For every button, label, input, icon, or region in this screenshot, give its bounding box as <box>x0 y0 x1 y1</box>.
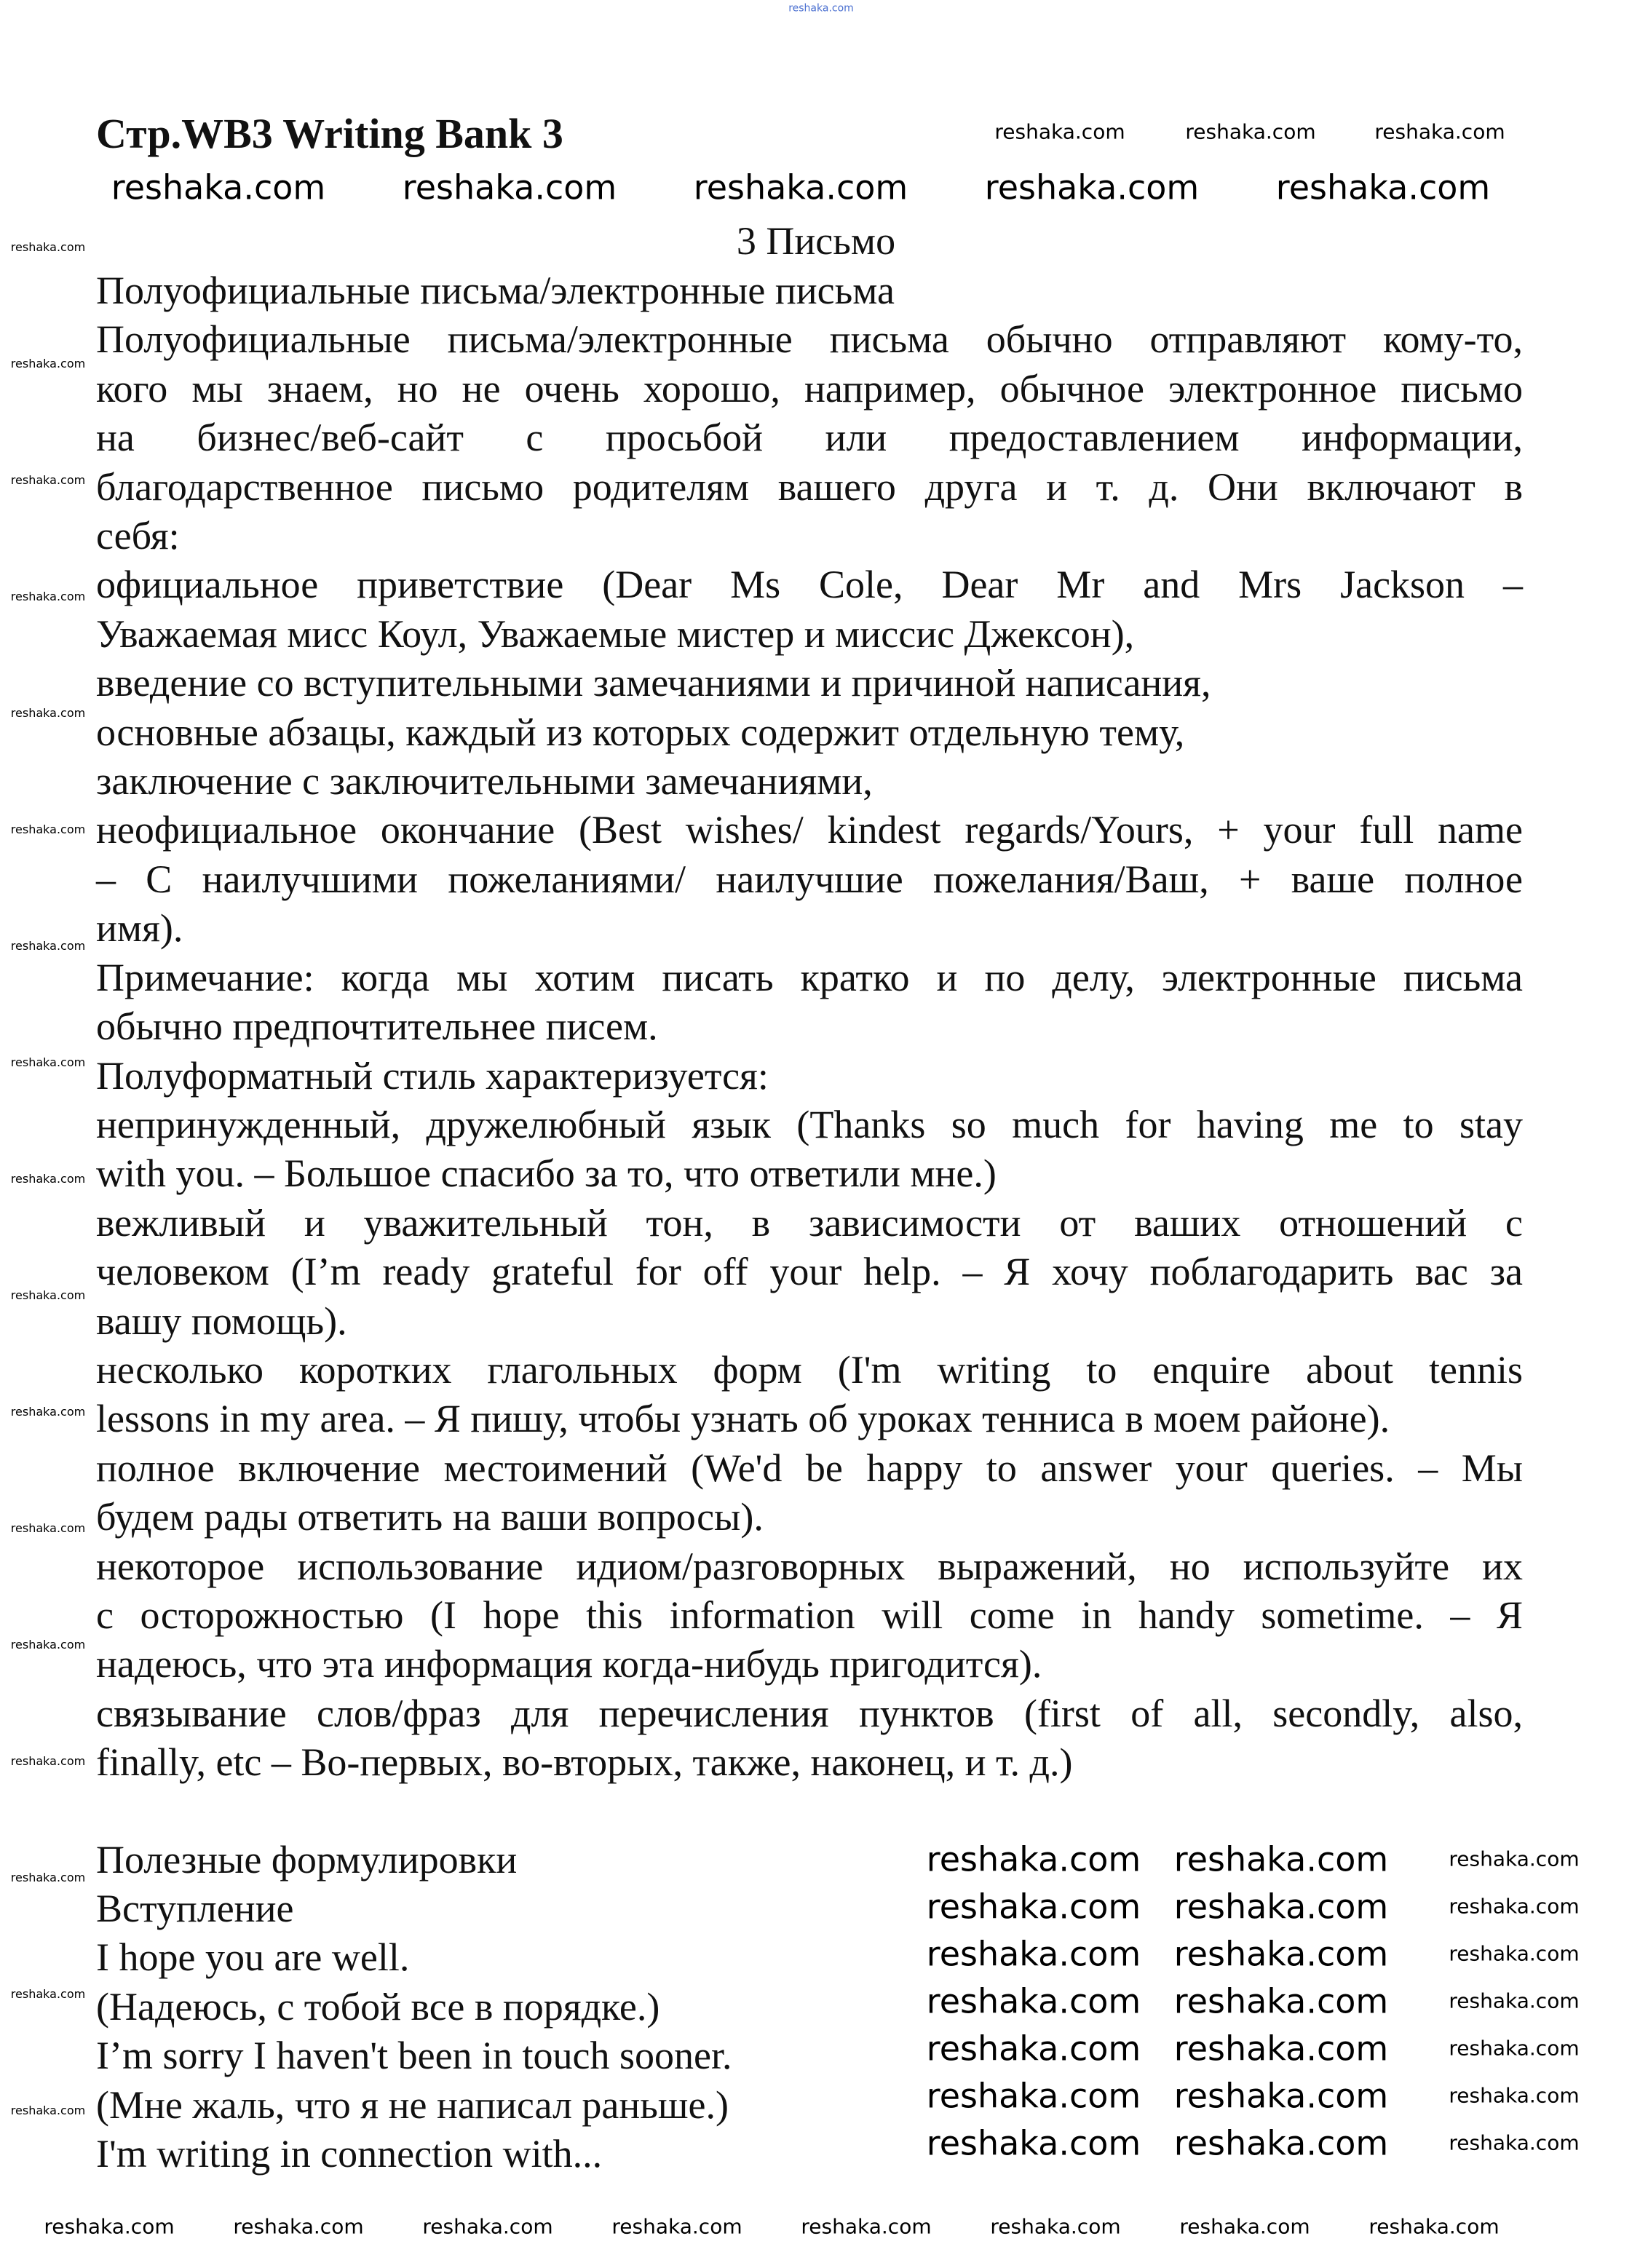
watermark-text: reshaka.com <box>1449 1989 1580 2013</box>
watermark-text: reshaka.com <box>1275 167 1491 207</box>
text-line: связывание слов/фраз для перечисления пунктов (first of all, secondly, also, <box>96 1691 1523 1735</box>
text-line: себя: <box>96 514 180 558</box>
paragraph <box>96 1101 1523 1199</box>
text-line: непринужденный, дружелюбный язык (Thanks so much for having me to stay <box>96 1102 1523 1146</box>
watermark-text: reshaka.com <box>611 2214 742 2239</box>
section-heading: 3 Письмо <box>736 219 896 263</box>
text-line: with you. – Большое спасибо за то, что ответили мне.) <box>96 1151 997 1196</box>
text-line: Примечание: когда мы хотим писать кратко и по делу, электронные письма <box>96 955 1523 999</box>
paragraph <box>96 266 1523 315</box>
text-line: вежливый и уважительный тон, в зависимости от ваших отношений с <box>96 1200 1523 1245</box>
watermark-text: reshaka.com <box>10 240 86 255</box>
watermark-text: reshaka.com <box>788 2 854 15</box>
paragraph <box>96 1689 1523 1788</box>
text-line: несколько коротких глагольных форм (I'm writing to enquire about tennis <box>96 1347 1523 1392</box>
watermark-text: reshaka.com <box>1173 1934 1389 1974</box>
paragraph <box>96 757 1523 806</box>
text-line: Полуофициальные письма/электронные письма <box>96 269 895 312</box>
watermark-text: reshaka.com <box>926 1839 1141 1879</box>
watermark-text: reshaka.com <box>1449 2083 1580 2108</box>
watermark-text: reshaka.com <box>926 1934 1141 1974</box>
watermark-text: reshaka.com <box>10 1754 86 1769</box>
watermark-text: reshaka.com <box>693 167 908 207</box>
watermark-text: reshaka.com <box>1449 2130 1580 2155</box>
watermark-text: reshaka.com <box>1449 1894 1580 1919</box>
watermark-text: reshaka.com <box>10 590 86 604</box>
watermark-text: reshaka.com <box>1185 119 1316 144</box>
watermark-text: reshaka.com <box>10 1987 86 2002</box>
text-line: Полуофициальные письма/электронные письма обычно отправляют кому-то, <box>96 317 1523 362</box>
watermark-text: reshaka.com <box>1374 119 1505 144</box>
phrase-line: I hope you are well. <box>96 1935 410 1980</box>
text-line: finally, etc – Во-первых, во-вторых, также, наконец, и т. д.) <box>96 1740 1073 1785</box>
text-line: lessons in my area. – Я пишу, чтобы узнать об уроках тенниса в моем районе). <box>96 1397 1390 1441</box>
text-line: надеюсь, что эта информация когда-нибудь пригодится). <box>96 1642 1042 1686</box>
watermark-text: reshaka.com <box>10 1288 86 1303</box>
watermark-text: reshaka.com <box>926 1981 1141 2021</box>
watermark-text: reshaka.com <box>10 1871 86 1885</box>
text-line: – С наилучшими пожеланиями/ наилучшие пожелания/Ваш, + ваше полное <box>96 857 1523 901</box>
watermark-text: reshaka.com <box>926 2029 1141 2069</box>
watermark-text: reshaka.com <box>44 2214 175 2239</box>
text-line: введение со вступительными замечаниями и причиной написания, <box>96 661 1211 705</box>
watermark-text: reshaka.com <box>10 1521 86 1536</box>
text-line: будем рады ответить на ваши вопросы). <box>96 1495 764 1539</box>
text-line: полное включение местоимений (We'd be happy to answer your queries. – Мы <box>96 1446 1523 1490</box>
phrase-heading: Вступление <box>96 1887 294 1930</box>
watermark-text: reshaka.com <box>10 357 86 371</box>
watermark-text: reshaka.com <box>10 1405 86 1419</box>
phrase-heading: Полезные формулировки <box>96 1837 518 1882</box>
text-line: благодарственное письмо родителям вашего друга и т. д. Они включают в <box>96 464 1523 509</box>
paragraph <box>96 315 1523 560</box>
watermark-text: reshaka.com <box>1368 2214 1500 2239</box>
text-line: на бизнес/веб-сайт с просьбой или предоставлением информации, <box>96 416 1523 460</box>
paragraph <box>96 806 1523 953</box>
phrase-line: I'm writing in connection with... <box>96 2132 603 2176</box>
watermark-text: reshaka.com <box>1173 1887 1389 1927</box>
watermark-text: reshaka.com <box>233 2214 364 2239</box>
watermark-text: reshaka.com <box>10 1638 86 1652</box>
phrase-line: I’m sorry I haven't been in touch sooner. <box>96 2034 732 2078</box>
watermark-text: reshaka.com <box>1449 2036 1580 2061</box>
text-line: имя). <box>96 906 183 951</box>
watermark-text: reshaka.com <box>111 167 326 207</box>
text-line: официальное приветствие (Dear Ms Cole, Dear Mr and Mrs Jackson – <box>96 563 1523 607</box>
watermark-text: reshaka.com <box>994 119 1125 144</box>
paragraph <box>96 560 1523 659</box>
text-line: человеком (I’m ready grateful for off your help. – Я хочу поблагодарить вас за <box>96 1250 1523 1294</box>
watermark-text: reshaka.com <box>1449 1941 1580 1966</box>
watermark-text: reshaka.com <box>10 939 86 953</box>
text-line: Уважаемая мисс Коул, Уважаемые мистер и миссис Джексон), <box>96 611 1135 656</box>
watermark-text: reshaka.com <box>1173 1839 1389 1879</box>
watermark-text: reshaka.com <box>10 473 86 488</box>
watermark-text: reshaka.com <box>10 1055 86 1070</box>
watermark-text: reshaka.com <box>422 2214 553 2239</box>
watermark-text: reshaka.com <box>10 2104 86 2118</box>
watermark-text: reshaka.com <box>926 2076 1141 2116</box>
phrase-line: (Надеюсь, с тобой все в порядке.) <box>96 1984 660 2029</box>
paragraph <box>96 1444 1523 1542</box>
text-line: кого мы знаем, но не очень хорошо, например, обычное электронное письмо <box>96 366 1523 411</box>
watermark-text: reshaka.com <box>1179 2214 1310 2239</box>
text-line: неофициальное окончание (Best wishes/ kindest regards/Yours, + your full name <box>96 808 1523 852</box>
text-line: основные абзацы, каждый из которых содержит отдельную тему, <box>96 710 1185 754</box>
paragraph <box>96 659 1523 707</box>
text-line: с осторожностью (I hope this information will come in handy sometime. – Я <box>96 1593 1523 1637</box>
text-line: обычно предпочтительнее писем. <box>96 1004 658 1049</box>
text-line: заключение с заключительными замечаниями, <box>96 759 873 804</box>
text-line: Полуформатный стиль характеризуется: <box>96 1053 769 1098</box>
paragraph <box>96 708 1523 757</box>
watermark-text: reshaka.com <box>1173 2029 1389 2069</box>
paragraph <box>96 1346 1523 1444</box>
watermark-text: reshaka.com <box>801 2214 932 2239</box>
watermark-text: reshaka.com <box>10 1172 86 1186</box>
watermark-text: reshaka.com <box>990 2214 1121 2239</box>
page-title: Стр.WB3 Writing Bank 3 <box>96 110 563 157</box>
watermark-text: reshaka.com <box>402 167 617 207</box>
paragraph <box>96 1542 1523 1689</box>
watermark-text: reshaka.com <box>10 706 86 721</box>
watermark-text: reshaka.com <box>926 1887 1141 1927</box>
watermark-text: reshaka.com <box>926 2123 1141 2163</box>
paragraph <box>96 953 1523 1052</box>
text-line: некоторое использование идиом/разговорных выражений, но используйте их <box>96 1544 1523 1588</box>
watermark-text: reshaka.com <box>1173 2123 1389 2163</box>
watermark-text: reshaka.com <box>10 822 86 837</box>
watermark-text: reshaka.com <box>984 167 1200 207</box>
watermark-text: reshaka.com <box>1449 1847 1580 1871</box>
phrase-line: (Мне жаль, что я не написал раньше.) <box>96 2082 729 2127</box>
watermark-text: reshaka.com <box>1173 2076 1389 2116</box>
spacer <box>96 1788 1523 1836</box>
paragraph <box>96 1199 1523 1346</box>
watermark-text: reshaka.com <box>1173 1981 1389 2021</box>
paragraph <box>96 1052 1523 1101</box>
text-line: вашу помощь). <box>96 1298 347 1343</box>
